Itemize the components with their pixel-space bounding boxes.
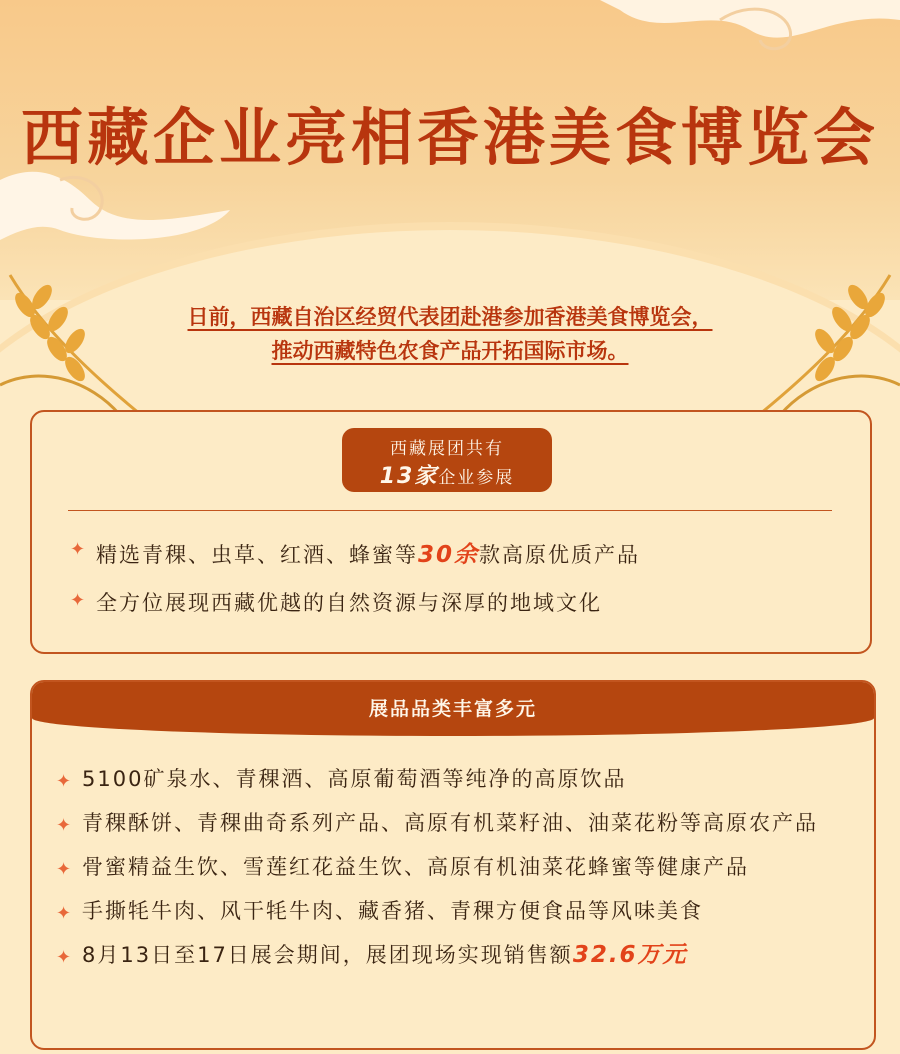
item-highlight: 30余	[418, 542, 480, 568]
list-item	[54, 764, 834, 794]
badge-line2	[342, 459, 552, 490]
product-category-card	[30, 680, 876, 1050]
sparkle-star-icon: ✦	[70, 539, 88, 560]
item-text: 精选青稞、虫草、红酒、蜂蜜等	[96, 543, 418, 567]
list-item	[68, 536, 640, 569]
sparkle-star-icon: ✦	[70, 590, 88, 611]
sparkle-star-icon: ✦	[56, 815, 74, 836]
list-item	[54, 808, 834, 838]
exhibitor-count-badge	[342, 428, 552, 492]
intro-line1: 日前，西藏自治区经贸代表团赴港参加香港美食博览会，	[187, 305, 713, 329]
list-item	[54, 896, 834, 926]
item-text: 8月13日至17日展会期间，展团现场实现销售额	[82, 943, 573, 967]
list-item	[68, 587, 640, 617]
item-text: 手撕牦牛肉、风干牦牛肉、藏香猪、青稞方便食品等风味美食	[82, 899, 703, 923]
sparkle-star-icon: ✦	[56, 771, 74, 792]
intro-text	[0, 300, 900, 368]
item-text-post: 款高原优质产品	[479, 543, 641, 567]
exhibitor-summary-card	[30, 410, 872, 654]
section-heading: 展品品类丰富多元	[32, 682, 874, 736]
sparkle-star-icon: ✦	[56, 947, 74, 968]
product-list	[54, 764, 834, 970]
sparkle-star-icon: ✦	[56, 903, 74, 924]
list-item	[54, 852, 834, 882]
item-text: 青稞酥饼、青稞曲奇系列产品、高原有机菜籽油、油菜花粉等高原农产品	[82, 811, 818, 835]
item-text: 全方位展现西藏优越的自然资源与深厚的地域文化	[96, 591, 602, 615]
sparkle-star-icon: ✦	[56, 859, 74, 880]
sales-highlight: 32.6万元	[572, 942, 688, 968]
item-text: 骨蜜精益生饮、雪莲红花益生饮、高原有机油菜花蜂蜜等健康产品	[82, 855, 749, 879]
auspicious-cloud-icon	[600, 0, 900, 80]
summary-list	[68, 536, 640, 617]
badge-number: 13家	[379, 464, 439, 489]
page-title: 西藏企业亮相香港美食博览会	[20, 101, 879, 174]
badge-line1: 西藏展团共有	[390, 439, 504, 459]
list-item	[54, 940, 834, 970]
badge-suffix: 企业参展	[438, 468, 515, 488]
divider	[68, 510, 832, 511]
intro-line2: 推动西藏特色农食产品开拓国际市场。	[271, 339, 629, 363]
item-text: 5100矿泉水、青稞酒、高原葡萄酒等纯净的高原饮品	[82, 767, 627, 791]
